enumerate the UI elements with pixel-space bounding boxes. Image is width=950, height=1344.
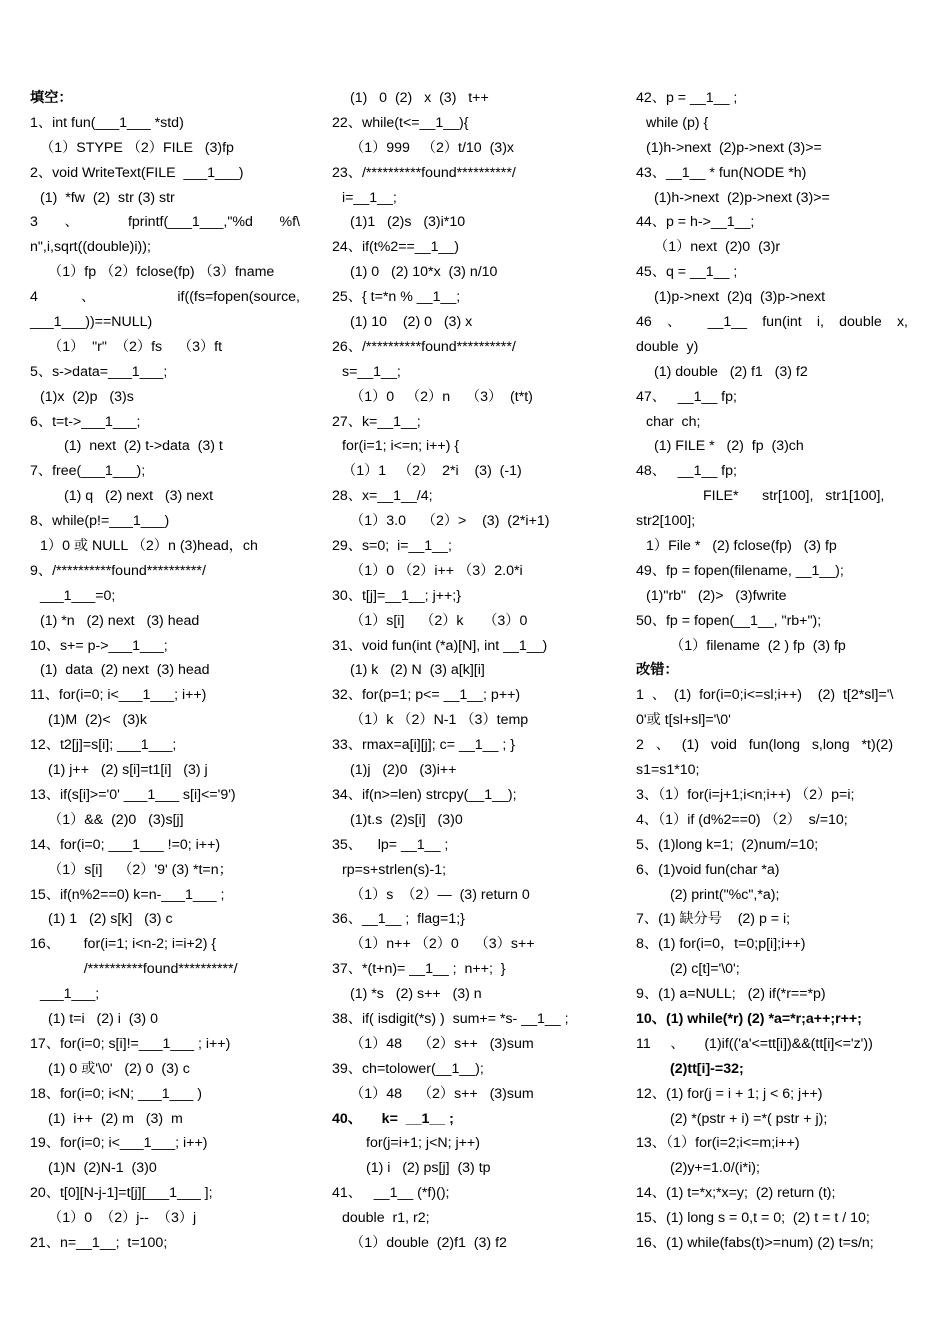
column-left bbox=[30, 86, 300, 1256]
text-line: for(j=i+1; j<N; j++) bbox=[366, 1135, 480, 1152]
text-line: 11 、 (1)if(('a'<=tt[i])&&(tt[i]<='z')) bbox=[636, 1035, 873, 1052]
text-line: （1）next (2)0 (3)r bbox=[654, 239, 781, 256]
text-line: (1) i (2) ps[j] (3) tp bbox=[366, 1160, 491, 1177]
text-line: 47、 __1__ fp; bbox=[636, 388, 737, 405]
text-line: （1） "r" （2）fs （3）ft bbox=[48, 338, 223, 355]
text-line: (1)N (2)N-1 (3)0 bbox=[48, 1160, 157, 1177]
text-line: 10、(1) while(*r) (2) *a=*r;a++;r++; bbox=[636, 1010, 862, 1027]
text-line: for(i=1; i<=n; i++) { bbox=[342, 438, 460, 455]
text-line: s=__1__; bbox=[342, 363, 401, 380]
text-line: （1）0 （2）i++ （3）2.0*i bbox=[350, 562, 523, 579]
text-line: （1）filename (2 ) fp (3) fp bbox=[670, 637, 846, 654]
text-line: (1) next (2) t->data (3) t bbox=[64, 438, 223, 455]
text-line: rp=s+strlen(s)-1; bbox=[342, 861, 447, 878]
text-line: 42、p = __1__ ; bbox=[636, 90, 738, 106]
text-line: (1) t=i (2) i (3) 0 bbox=[48, 1010, 158, 1027]
text-line: ___1___))==NULL) bbox=[30, 314, 153, 331]
text-line: (1) *fw (2) str (3) str bbox=[40, 189, 175, 206]
text-line: 40、 k= __1__ ; bbox=[332, 1110, 454, 1127]
text-line: 1）File * (2) fclose(fp) (3) fp bbox=[646, 538, 837, 555]
text-line: 改错： bbox=[636, 662, 679, 679]
text-line: （1）0 （2）j-- （3）j bbox=[48, 1210, 197, 1227]
text-line: (1) FILE * (2) fp (3)ch bbox=[654, 438, 804, 455]
text-line: 35、 lp= __1__ ; bbox=[332, 836, 449, 853]
text-line: 16、(1) while(fabs(t)>=num) (2) t=s/n; bbox=[636, 1234, 874, 1251]
text-line: （1）s （2）— (3) return 0 bbox=[350, 886, 530, 903]
text-line: 2 、 (1) void fun(long s,long *t)(2) bbox=[636, 737, 894, 754]
text-line: (2)tt[i]-=32; bbox=[670, 1060, 744, 1077]
text-line: (1) *s (2) s++ (3) n bbox=[350, 986, 482, 1003]
text-line: (2)y+=1.0/(i*i); bbox=[670, 1160, 760, 1177]
text-line: （1）k （2）N-1 （3）temp bbox=[350, 712, 529, 729]
text-line: (1) 1 (2) s[k] (3) c bbox=[48, 911, 173, 928]
text-line: 48、 __1__ fp; bbox=[636, 463, 737, 480]
column-middle bbox=[332, 86, 602, 1256]
text-line: 21、n=__1__; t=100; bbox=[30, 1234, 168, 1251]
text-line: s1=s1*10; bbox=[636, 762, 700, 779]
text-line: 22、while(t<=__1__){ bbox=[332, 114, 469, 131]
text-line: 19、for(i=0; i<___1___; i++) bbox=[30, 1135, 208, 1152]
text-line: 14、(1) t=*x;*x=y; (2) return (t); bbox=[636, 1185, 836, 1202]
text-line: （1）48 （2）s++ (3)sum bbox=[350, 1085, 534, 1102]
text-line: (1)h->next (2)p->next (3)>= bbox=[654, 189, 830, 206]
text-line: （1）double (2)f1 (3) f2 bbox=[350, 1234, 507, 1251]
text-line: （1）fp （2）fclose(fp) （3）fname bbox=[48, 264, 275, 281]
text-line: ___1___; bbox=[40, 986, 100, 1003]
text-line: 32、for(p=1; p<= __1__; p++) bbox=[332, 687, 521, 704]
text-line: 4 、 if((fs=fopen(source, bbox=[30, 289, 300, 306]
text-line: 10、s+= p->___1___; bbox=[30, 637, 168, 654]
text-line: (1) *n (2) next (3) head bbox=[40, 612, 200, 629]
text-line: （1）STYPE （2）FILE (3)fp bbox=[40, 139, 234, 156]
text-line: 33、rmax=a[i][j]; c= __1__ ; } bbox=[332, 737, 515, 754]
text-line: （1）48 （2）s++ (3)sum bbox=[350, 1035, 534, 1052]
text-line: 15、(1) long s = 0,t = 0; (2) t = t / 10; bbox=[636, 1210, 870, 1227]
text-line: 44、p = h->__1__; bbox=[636, 214, 755, 231]
text-line: 5、s->data=___1___; bbox=[30, 363, 168, 380]
text-line: 7、(1) 缺分号 (2) p = i; bbox=[636, 911, 791, 928]
text-line: 46 、 __1__ fun(int i, double x, bbox=[636, 314, 908, 331]
text-line: 41、 __1__ (*f)(); bbox=[332, 1185, 450, 1202]
text-line: (1) double (2) f1 (3) f2 bbox=[654, 363, 808, 380]
text-line: 18、for(i=0; i<N; ___1___ ) bbox=[30, 1085, 202, 1102]
text-line: 4、（1）if (d%2==0) （2） s/=10; bbox=[636, 811, 848, 828]
text-line: 8、(1) for(i=0，t=0;p[i];i++) bbox=[636, 936, 806, 953]
text-line: 1、int fun(___1___ *std) bbox=[30, 114, 184, 131]
text-line: while (p) { bbox=[646, 114, 709, 131]
text-line: (1) j++ (2) s[i]=t1[i] (3) j bbox=[48, 762, 208, 779]
text-line: 50、fp = fopen(__1__, "rb+"); bbox=[636, 612, 822, 629]
text-line: 5、(1)long k=1; (2)num/=10; bbox=[636, 836, 819, 853]
text-line: (2) *(pstr + i) =*( pstr + j); bbox=[670, 1110, 828, 1127]
text-line: double y) bbox=[636, 338, 699, 355]
text-line: （1）999 （2）t/10 (3)x bbox=[350, 139, 515, 156]
text-line: 29、s=0; i=__1__; bbox=[332, 538, 452, 555]
text-line: 36、__1__ ; flag=1;} bbox=[332, 911, 465, 928]
text-line: (1)x (2)p (3)s bbox=[40, 388, 134, 405]
text-line: (1) q (2) next (3) next bbox=[64, 488, 214, 505]
text-line: 6、(1)void fun(char *a) bbox=[636, 861, 780, 878]
text-line: char ch; bbox=[646, 413, 701, 430]
text-line: (1) 0 (2) x (3) t++ bbox=[350, 90, 489, 106]
text-line: (1) i++ (2) m (3) m bbox=[48, 1110, 183, 1127]
text-line: (1) 0 或'\0' (2) 0 (3) c bbox=[48, 1060, 190, 1077]
text-line: (1) 10 (2) 0 (3) x bbox=[350, 314, 473, 331]
text-line: 3 、 fprintf(___1___,"%d %f\ bbox=[30, 214, 300, 231]
text-line: 27、k=__1__; bbox=[332, 413, 421, 430]
text-line: 0'或 t[sl+sl]='\0' bbox=[636, 712, 731, 729]
text-line: /**********found**********/ bbox=[64, 961, 238, 978]
text-line: ___1___=0; bbox=[40, 587, 116, 604]
text-line: 17、for(i=0; s[i]!=___1___ ; i++) bbox=[30, 1035, 231, 1052]
text-line: 37、*(t+n)= __1__ ; n++; } bbox=[332, 961, 506, 978]
text-line: (1)h->next (2)p->next (3)>= bbox=[646, 139, 822, 156]
text-line: 9、(1) a=NULL; (2) if(*r==*p) bbox=[636, 986, 826, 1003]
text-line: n",i,sqrt((double)i)); bbox=[30, 239, 151, 256]
text-line: 14、for(i=0; ___1___ !=0; i++) bbox=[30, 836, 221, 853]
text-line: 25、{ t=*n % __1__; bbox=[332, 289, 461, 306]
text-line: 8、while(p!=___1___) bbox=[30, 513, 170, 530]
text-line: 45、q = __1__ ; bbox=[636, 264, 738, 281]
text-line: 39、ch=tolower(__1__); bbox=[332, 1060, 484, 1077]
text-line: 31、void fun(int (*a)[N], int __1__) bbox=[332, 637, 548, 654]
text-line: i=__1__; bbox=[342, 189, 397, 206]
text-line: (1)t.s (2)s[i] (3)0 bbox=[350, 811, 463, 828]
text-line: (2) print("%c",*a); bbox=[670, 886, 780, 903]
text-line: (2) c[t]='\0'; bbox=[670, 961, 740, 978]
text-line: 28、x=__1__/4; bbox=[332, 488, 433, 505]
text-line: 24、if(t%2==__1__) bbox=[332, 239, 459, 256]
text-line: （1）n++ （2）0 （3）s++ bbox=[350, 936, 535, 953]
text-line: 3、（1）for(i=j+1;i<n;i++) （2）p=i; bbox=[636, 786, 855, 803]
text-line: 12、(1) for(j = i + 1; j < 6; j++) bbox=[636, 1085, 823, 1102]
text-line: (1) 0 (2) 10*x (3) n/10 bbox=[350, 264, 498, 281]
text-line: 49、fp = fopen(filename, __1__); bbox=[636, 562, 844, 579]
text-line: 13、（1）for(i=2;i<=m;i++) bbox=[636, 1135, 800, 1152]
text-line: 26、/**********found**********/ bbox=[332, 338, 516, 355]
text-line: 填空： bbox=[30, 90, 73, 106]
text-line: 43、__1__ * fun(NODE *h) bbox=[636, 164, 807, 181]
text-line: (1)"rb" (2)> (3)fwrite bbox=[646, 587, 787, 604]
text-line: (1)M (2)< (3)k bbox=[48, 712, 147, 729]
text-line: 34、if(n>=len) strcpy(__1__); bbox=[332, 786, 517, 803]
text-line: double r1, r2; bbox=[342, 1210, 430, 1227]
text-line: 7、free(___1___); bbox=[30, 463, 146, 480]
text-line: (1)j (2)0 (3)i++ bbox=[350, 762, 457, 779]
text-line: 1）0 或 NULL （2）n (3)head，ch bbox=[40, 538, 258, 555]
text-line: 15、if(n%2==0) k=n-___1___ ; bbox=[30, 886, 225, 903]
text-line: str2[100]; bbox=[636, 513, 696, 530]
text-line: FILE* str[100], str1[100], bbox=[636, 488, 885, 505]
text-line: 30、t[j]=__1__; j++;} bbox=[332, 587, 461, 604]
text-line: 11、for(i=0; i<___1___; i++) bbox=[30, 687, 207, 704]
text-line: (1)p->next (2)q (3)p->next bbox=[654, 289, 826, 306]
text-line: 20、t[0][N-j-1]=t[j][___1___ ]; bbox=[30, 1185, 213, 1202]
text-line: 23、/**********found**********/ bbox=[332, 164, 516, 181]
text-line: （1）s[i] （2）k （3）0 bbox=[350, 612, 528, 629]
text-line: 12、t2[j]=s[i]; ___1___; bbox=[30, 737, 177, 754]
text-line: 38、if( isdigit(*s) ) sum+= *s- __1__ ; bbox=[332, 1010, 569, 1027]
text-line: (1) data (2) next (3) head bbox=[40, 662, 210, 679]
text-line: 6、t=t->___1___; bbox=[30, 413, 141, 430]
text-line: 2、void WriteText(FILE ___1___) bbox=[30, 164, 244, 181]
text-line: （1）3.0 （2）> (3) (2*i+1) bbox=[350, 513, 550, 530]
text-line: 16、 for(i=1; i<n-2; i=i+2) { bbox=[30, 936, 217, 953]
text-line: (1) k (2) N (3) a[k][i] bbox=[350, 662, 485, 679]
text-line: 9、/**********found**********/ bbox=[30, 562, 206, 579]
text-line: （1）1 （2） 2*i (3) (-1) bbox=[342, 463, 522, 480]
text-line: （1）0 （2）n （3） (t*t) bbox=[350, 388, 533, 405]
text-line: 1 、 (1) for(i=0;i<=sl;i++) (2) t[2*sl]='\ bbox=[636, 687, 894, 704]
text-line: 13、if(s[i]>='0' ___1___ s[i]<='9') bbox=[30, 786, 236, 803]
text-line: （1）&& (2)0 (3)s[j] bbox=[48, 811, 184, 828]
text-line: （1）s[i] （2）'9' (3) *t=n； bbox=[48, 861, 233, 878]
column-right bbox=[636, 86, 908, 1256]
text-line: (1)1 (2)s (3)i*10 bbox=[350, 214, 466, 231]
